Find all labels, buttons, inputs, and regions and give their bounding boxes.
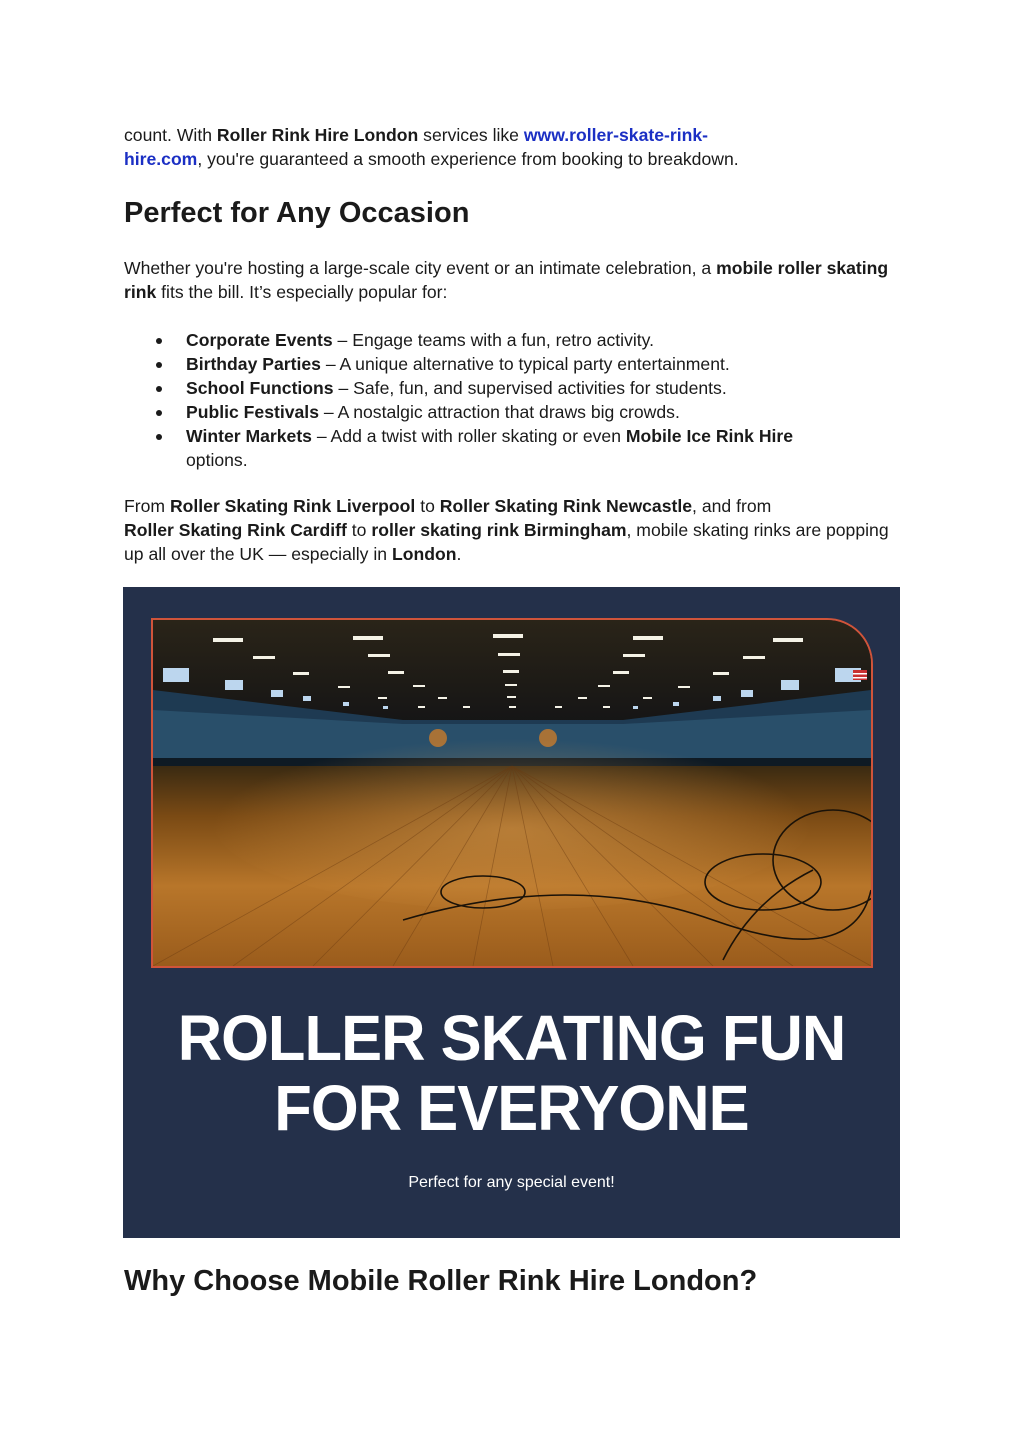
cities-bold-liverpool: Roller Skating Rink Liverpool xyxy=(169,496,416,516)
list-item-title: Birthday Parties xyxy=(186,354,321,374)
banner-title-line-2: FOR EVERYONE xyxy=(274,1072,749,1144)
website-link-part-1: www.roller-skate-rink- xyxy=(523,125,708,145)
promo-banner xyxy=(123,587,900,1238)
list-item-tail: options. xyxy=(186,450,248,470)
cities-bold-london: London xyxy=(391,544,457,564)
intro-text-1: count. With xyxy=(124,125,217,145)
cities-paragraph xyxy=(124,494,904,566)
list-item-school-functions xyxy=(124,376,904,400)
bullet-dot-icon xyxy=(156,338,162,344)
cities-text-5: , mobile skating rinks are popping up all over the UK — especially in xyxy=(124,520,889,564)
bullet-dot-icon xyxy=(156,434,162,440)
list-item-birthday-parties xyxy=(124,352,904,376)
list-item-title: Public Festivals xyxy=(186,402,319,422)
list-item-corporate-events xyxy=(124,328,904,352)
website-link-part-2: hire.com xyxy=(124,149,198,169)
cities-text-2: to xyxy=(415,496,440,516)
occasion-paragraph xyxy=(124,256,894,304)
cities-text-3: , and from xyxy=(692,496,772,516)
cities-text-1: From xyxy=(124,496,170,516)
heading-perfect-for-any-occasion: Perfect for Any Occasion xyxy=(124,197,470,229)
banner-title-line-1: ROLLER SKATING FUN xyxy=(177,1002,846,1074)
banner-subtitle: Perfect for any special event! xyxy=(408,1174,615,1191)
list-item-title: Corporate Events xyxy=(186,330,333,350)
list-item-text: – A unique alternative to typical party entertainment. xyxy=(320,354,730,374)
list-item-title: Winter Markets xyxy=(186,426,312,446)
list-item-text: – Add a twist with roller skating or even xyxy=(311,426,626,446)
bullet-dot-icon xyxy=(156,386,162,392)
cities-bold-cardiff: Roller Skating Rink Cardiff xyxy=(124,520,347,540)
list-item-text: – A nostalgic attraction that draws big crowds. xyxy=(318,402,680,422)
list-item-text: – Safe, fun, and supervised activities for students. xyxy=(333,378,727,398)
list-item-winter-markets xyxy=(124,424,904,472)
bullet-dot-icon xyxy=(156,410,162,416)
heading-why-choose: Why Choose Mobile Roller Rink Hire London? xyxy=(124,1265,758,1297)
list-item-text: – Engage teams with a fun, retro activity. xyxy=(332,330,655,350)
cities-text-6: . xyxy=(456,544,462,564)
occasion-text-2: fits the bill. It’s especially popular for: xyxy=(156,282,448,302)
occasion-bold-mobile-rink: mobile roller skating rink xyxy=(124,258,889,302)
intro-text-2: services like xyxy=(418,125,524,145)
occasion-list xyxy=(124,328,904,472)
list-item-bold-mobile-ice-rink-hire: Mobile Ice Rink Hire xyxy=(625,426,794,446)
cities-bold-newcastle: Roller Skating Rink Newcastle xyxy=(439,496,693,516)
list-item-public-festivals xyxy=(124,400,904,424)
cities-bold-birmingham: roller skating rink Birmingham xyxy=(371,520,627,540)
rink-photo xyxy=(151,618,873,968)
intro-bold-roller-rink-hire-london: Roller Rink Hire London xyxy=(216,125,419,145)
intro-paragraph xyxy=(124,123,904,171)
banner-title xyxy=(139,1003,885,1143)
list-item-title: School Functions xyxy=(186,378,334,398)
cities-text-4: to xyxy=(346,520,372,540)
rink-photo-illustration xyxy=(153,620,871,966)
bullet-dot-icon xyxy=(156,362,162,368)
intro-text-3: , you're guaranteed a smooth experience from booking to breakdown. xyxy=(197,149,739,169)
occasion-text-1: Whether you're hosting a large-scale city event or an intimate celebration, a xyxy=(124,258,717,278)
